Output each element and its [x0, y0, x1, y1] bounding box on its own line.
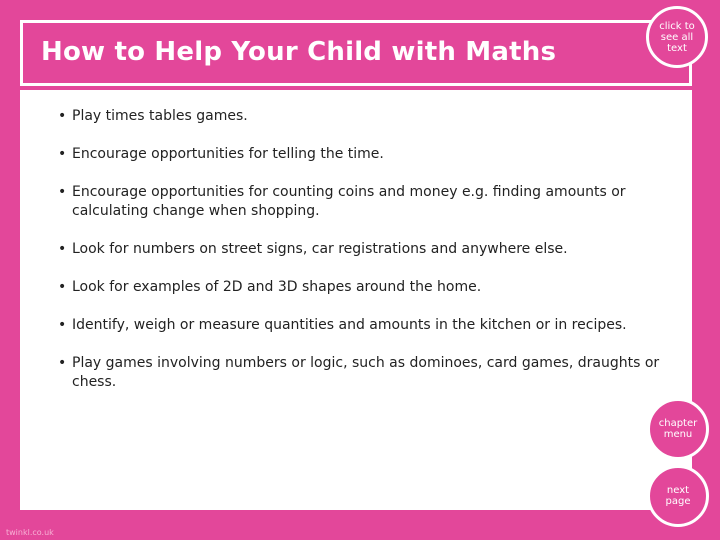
next-page-label-line-2: page [665, 496, 691, 507]
bullet-icon: • [58, 146, 67, 162]
see-all-label-line-2: see all [660, 31, 694, 43]
list-item-text: Look for numbers on street signs, car registrations and anywhere else. [72, 241, 568, 257]
list-item [58, 183, 676, 221]
slide-title: How to Help Your Child with Maths [41, 37, 557, 67]
chapter-menu-button[interactable] [647, 398, 709, 460]
list-item-text: Play games involving numbers or logic, such as dominoes, card games, draughts or chess. [72, 355, 660, 390]
list-item-text: Encourage opportunities for telling the time. [72, 146, 384, 162]
list-item-text: Play times tables games. [72, 108, 248, 124]
list-item [58, 240, 676, 259]
see-all-text-button[interactable] [646, 6, 708, 68]
title-bar [20, 20, 692, 86]
tips-list [58, 107, 676, 392]
bullet-icon: • [58, 241, 67, 257]
bullet-icon: • [58, 279, 67, 295]
twinkl-logo: twinkl.co.uk [6, 528, 54, 537]
list-item [58, 316, 676, 335]
content-panel [20, 90, 692, 510]
chapter-menu-label-line-2: menu [663, 429, 693, 440]
bullet-icon: • [58, 317, 67, 333]
list-item-text: Look for examples of 2D and 3D shapes around the home. [72, 279, 482, 295]
next-page-button[interactable] [647, 465, 709, 527]
bullet-icon: • [58, 355, 67, 371]
list-item [58, 278, 676, 297]
list-item [58, 354, 676, 392]
see-all-label-line-3: text [667, 42, 687, 54]
list-item-text: Encourage opportunities for counting coins and money e.g. finding amounts or calculating change when shopping. [72, 184, 626, 219]
bullet-icon: • [58, 184, 67, 200]
next-page-label-line-1: next [666, 485, 690, 496]
list-item [58, 107, 676, 126]
chapter-menu-label-line-1: chapter [658, 418, 698, 429]
bullet-icon: • [58, 108, 67, 124]
list-item-text: Identify, weigh or measure quantities and amounts in the kitchen or in recipes. [72, 317, 627, 333]
list-item [58, 145, 676, 164]
see-all-label-line-1: click to [659, 20, 695, 32]
